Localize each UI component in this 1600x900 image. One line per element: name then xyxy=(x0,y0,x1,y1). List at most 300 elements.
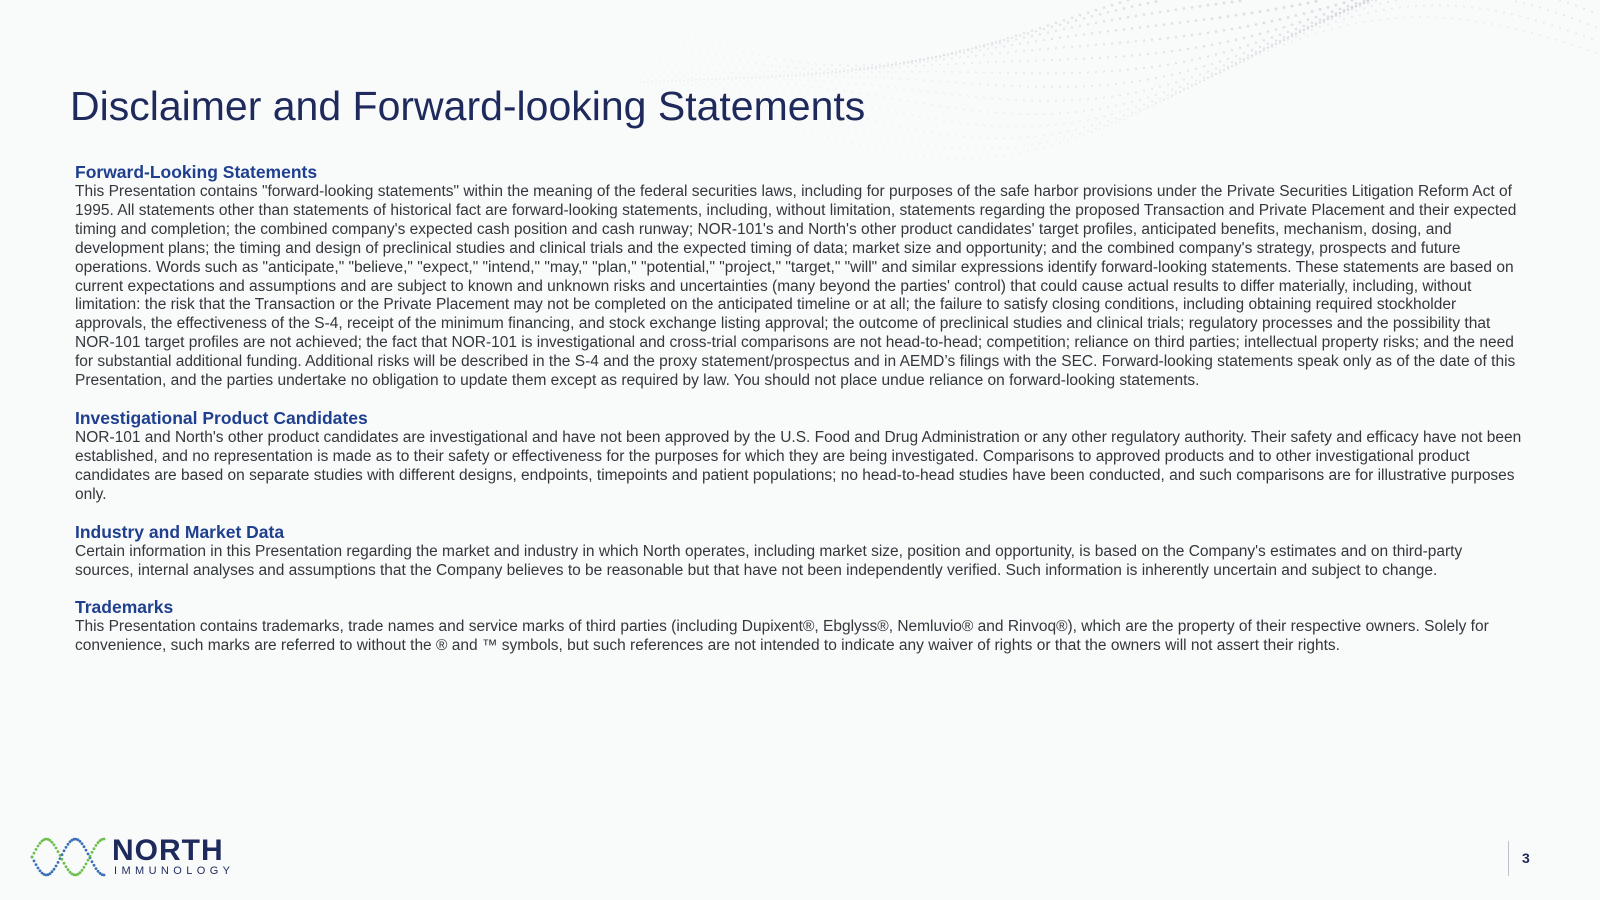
decor-dot xyxy=(1487,9,1489,11)
decor-dot xyxy=(1223,64,1225,66)
decor-dot xyxy=(803,73,805,75)
decor-dot xyxy=(891,64,893,66)
decor-dot xyxy=(951,53,953,55)
decor-dot xyxy=(1115,56,1117,58)
decor-dot xyxy=(643,58,644,59)
decor-dot xyxy=(1091,109,1093,111)
decor-dot xyxy=(963,109,965,111)
decor-dot xyxy=(879,71,881,73)
decor-dot xyxy=(1095,128,1097,130)
decor-dot xyxy=(743,50,745,52)
decor-dot xyxy=(791,60,793,62)
decor-dot xyxy=(879,66,881,68)
decor-dot xyxy=(1139,108,1141,110)
decor-dot xyxy=(955,107,957,109)
decor-dot xyxy=(1127,93,1129,95)
decor-dot xyxy=(1555,39,1557,41)
decor-dot xyxy=(1207,77,1209,79)
decor-dot xyxy=(903,88,905,90)
decor-dot xyxy=(1143,39,1145,41)
decor-dot xyxy=(939,105,941,107)
decor-dot xyxy=(1307,18,1310,21)
decor-dot xyxy=(1143,108,1145,110)
decor-dot xyxy=(1055,22,1058,25)
decor-dot xyxy=(1083,17,1086,20)
decor-dot xyxy=(807,62,809,64)
decor-dot xyxy=(827,72,829,74)
decor-dot xyxy=(1055,100,1057,102)
decor-dot xyxy=(1375,10,1377,12)
decor-dot xyxy=(1111,19,1114,22)
decor-dot xyxy=(1167,84,1169,86)
decor-dot xyxy=(915,155,916,156)
decor-dot xyxy=(1055,72,1057,74)
decor-dot xyxy=(1067,21,1070,24)
decor-dot xyxy=(1291,33,1293,35)
section-heading: Forward-Looking Statements xyxy=(75,162,318,182)
decor-dot xyxy=(1059,59,1061,61)
decor-dot xyxy=(1491,23,1493,25)
decor-dot xyxy=(971,158,973,160)
decor-dot xyxy=(1343,18,1345,20)
decor-dot xyxy=(1587,49,1589,51)
decor-dot xyxy=(1151,105,1153,107)
decor-dot xyxy=(1067,86,1069,88)
decor-dot xyxy=(1067,112,1069,114)
decor-dot xyxy=(919,59,921,61)
decor-dot xyxy=(1087,98,1089,100)
decor-dot xyxy=(1179,91,1181,93)
decor-dot xyxy=(1339,12,1341,14)
decor-dot xyxy=(987,48,989,50)
decor-dot xyxy=(1191,6,1194,9)
decor-dot xyxy=(1087,44,1089,46)
decor-dot xyxy=(1519,15,1521,17)
decor-dot xyxy=(1015,51,1017,53)
decor-dot xyxy=(947,63,949,65)
decor-dot xyxy=(943,54,945,56)
decor-dot xyxy=(1195,84,1197,86)
decor-dot xyxy=(1067,130,1069,132)
helix-dot xyxy=(95,844,98,847)
decor-dot xyxy=(1115,9,1118,12)
decor-dot xyxy=(1263,21,1266,24)
decor-dot xyxy=(843,68,845,70)
helix-dot xyxy=(91,851,94,854)
decor-dot xyxy=(1035,86,1037,88)
decor-dot xyxy=(1147,97,1149,99)
decor-dot xyxy=(959,56,961,58)
decor-dot xyxy=(1079,133,1081,135)
decor-dot xyxy=(1211,63,1213,65)
decor-dot xyxy=(863,68,865,70)
decor-dot xyxy=(1103,20,1106,23)
decor-dot xyxy=(903,62,905,64)
decor-dot xyxy=(907,66,909,68)
decor-dot xyxy=(1287,16,1290,19)
decor-dot xyxy=(1095,22,1098,25)
section-body: This Presentation contains trademarks, trade names and service marks of third parties (including Dupixent®, Ebglyss®, Nemluvio® and Rinvoq®), which are the property of their respective owners. Solely for convenience, such marks are referred to without the ® and ™ symbols, but such references are not intended to indicate any waiver of rights or that the owners will not assert their rights. xyxy=(75,618,1489,655)
decor-dot xyxy=(1275,47,1277,49)
decor-dot xyxy=(1015,72,1017,74)
decor-dot xyxy=(1199,81,1201,83)
decor-dot xyxy=(1047,72,1049,74)
decor-dot xyxy=(791,75,793,77)
decor-dot xyxy=(1327,23,1329,25)
decor-dot xyxy=(1119,1,1122,4)
section-industry-and-market-data xyxy=(75,522,1525,581)
decor-dot xyxy=(1543,22,1545,24)
decor-dot xyxy=(1235,55,1237,57)
decor-dot xyxy=(667,63,668,64)
decor-dot xyxy=(1215,30,1218,33)
decor-dot xyxy=(919,116,921,118)
decor-dot xyxy=(915,102,917,104)
decor-dot xyxy=(1291,35,1293,37)
helix-dot xyxy=(81,842,84,845)
decor-dot xyxy=(1251,49,1253,51)
decor-dot xyxy=(799,74,801,76)
decor-dot xyxy=(1203,18,1206,21)
decor-dot xyxy=(1183,61,1185,63)
decor-dot xyxy=(1595,26,1597,28)
decor-dot xyxy=(887,137,888,138)
decor-dot xyxy=(991,148,993,150)
decor-dot xyxy=(1023,50,1025,52)
decor-dot xyxy=(791,71,793,73)
decor-dot xyxy=(1091,57,1093,59)
decor-dot xyxy=(1203,76,1205,78)
decor-dot xyxy=(1023,145,1025,147)
helix-dot xyxy=(67,868,70,871)
decor-dot xyxy=(691,67,692,68)
decor-dot xyxy=(1227,68,1229,70)
helix-dot xyxy=(35,863,38,866)
decor-dot xyxy=(695,60,696,61)
decor-dot xyxy=(915,129,917,131)
decor-dot xyxy=(779,66,781,68)
decor-dot xyxy=(943,54,945,56)
decor-dot xyxy=(819,73,821,75)
decor-dot xyxy=(1135,106,1137,108)
decor-dot xyxy=(819,72,821,74)
decor-dot xyxy=(679,32,680,33)
decor-dot xyxy=(955,158,956,159)
decor-dot xyxy=(991,53,993,55)
decor-dot xyxy=(1227,66,1229,68)
decor-dot xyxy=(867,69,869,71)
decor-dot xyxy=(1315,23,1317,25)
decor-dot xyxy=(1199,5,1202,8)
decor-dot xyxy=(1087,130,1089,132)
decor-dot xyxy=(1079,25,1081,27)
decor-dot xyxy=(1323,21,1325,23)
decor-dot xyxy=(1159,65,1161,67)
decor-dot xyxy=(1243,13,1246,16)
decor-dot xyxy=(667,41,668,42)
decor-dot xyxy=(971,83,973,85)
decor-dot xyxy=(715,54,716,55)
decor-dot xyxy=(987,43,989,45)
decor-dot xyxy=(999,72,1001,74)
decor-dot xyxy=(955,53,957,55)
decor-dot xyxy=(1099,108,1101,110)
decor-dot xyxy=(1035,113,1037,115)
decor-dot xyxy=(1019,137,1021,139)
decor-dot xyxy=(879,63,881,65)
decor-dot xyxy=(1211,73,1213,75)
decor-dot xyxy=(1127,16,1130,19)
decor-dot xyxy=(935,59,937,61)
decor-dot xyxy=(883,68,885,70)
section-forward-looking-statements xyxy=(75,162,1525,391)
decor-dot xyxy=(695,74,696,75)
decor-dot xyxy=(995,156,997,158)
decor-dot xyxy=(859,68,861,70)
decor-dot xyxy=(1139,3,1142,6)
decor-dot xyxy=(1311,21,1314,24)
decor-dot xyxy=(1171,95,1173,97)
decor-dot xyxy=(1083,58,1085,60)
decor-dot xyxy=(1347,8,1350,11)
decor-dot xyxy=(1287,31,1290,34)
decor-dot xyxy=(1387,18,1389,20)
decor-dot xyxy=(1039,33,1041,35)
decor-dot xyxy=(1219,16,1222,19)
decor-dot xyxy=(1415,5,1417,7)
decor-dot xyxy=(1195,83,1197,85)
decor-dot xyxy=(1575,5,1577,7)
decor-dot xyxy=(727,66,728,67)
decor-dot xyxy=(823,71,825,73)
decor-dot xyxy=(919,90,921,92)
decor-dot xyxy=(911,71,913,73)
decor-dot xyxy=(843,70,845,72)
decor-dot xyxy=(855,69,857,71)
decor-dot xyxy=(1255,54,1257,56)
decor-dot xyxy=(1047,31,1049,33)
decor-dot xyxy=(1363,1,1366,4)
decor-dot xyxy=(935,145,937,147)
decor-dot xyxy=(1187,48,1189,50)
decor-dot xyxy=(1283,39,1285,41)
decor-dot xyxy=(1203,65,1205,67)
decor-dot xyxy=(855,69,857,71)
decor-dot xyxy=(1031,144,1033,146)
decor-dot xyxy=(799,75,801,77)
decor-dot xyxy=(1147,105,1149,107)
decor-dot xyxy=(887,110,889,112)
decor-dot xyxy=(743,68,745,70)
decor-dot xyxy=(1267,47,1269,49)
decor-dot xyxy=(1355,5,1358,8)
decor-dot xyxy=(1007,40,1009,42)
decor-dot xyxy=(1515,1,1517,3)
decor-dot xyxy=(1271,36,1274,39)
decor-dot xyxy=(1327,15,1330,18)
decor-dot xyxy=(1127,115,1129,117)
decor-dot xyxy=(1195,19,1198,22)
decor-dot xyxy=(1039,48,1041,50)
decor-dot xyxy=(963,136,965,138)
decor-dot xyxy=(703,39,704,40)
decor-dot xyxy=(979,157,981,159)
decor-dot xyxy=(1267,43,1269,45)
decor-dot xyxy=(979,62,981,64)
decor-dot xyxy=(919,59,921,61)
decor-dot xyxy=(811,73,813,75)
helix-dot xyxy=(37,845,40,848)
decor-dot xyxy=(871,64,873,66)
decor-dot xyxy=(815,71,817,73)
helix-dot xyxy=(83,845,86,848)
decor-dot xyxy=(1143,67,1145,69)
helix-dot xyxy=(87,859,90,862)
decor-dot xyxy=(903,71,905,73)
decor-dot xyxy=(695,37,696,38)
decor-dot xyxy=(963,158,964,159)
decor-dot xyxy=(651,36,652,37)
decor-dot xyxy=(947,55,949,57)
decor-dot xyxy=(899,62,901,64)
decor-dot xyxy=(1119,94,1121,96)
decor-dot xyxy=(1095,97,1097,99)
helix-dot xyxy=(93,847,96,850)
decor-dot xyxy=(1439,4,1441,6)
decor-dot xyxy=(1251,54,1253,56)
decor-dot xyxy=(1099,31,1101,33)
decor-dot xyxy=(1315,0,1318,3)
decor-dot xyxy=(871,67,873,69)
helix-dot xyxy=(37,867,40,870)
decor-dot xyxy=(735,76,736,77)
decor-dot xyxy=(1323,30,1325,32)
decor-dot xyxy=(995,61,997,63)
decor-dot xyxy=(643,34,644,35)
decor-dot xyxy=(1371,20,1373,22)
north-immunology-logo xyxy=(30,832,234,882)
decor-dot xyxy=(911,89,913,91)
decor-dot xyxy=(1247,54,1249,56)
decor-dot xyxy=(951,147,953,149)
decor-dot xyxy=(863,68,865,70)
decor-dot xyxy=(1043,147,1045,149)
decor-dot xyxy=(1255,53,1257,55)
decor-dot xyxy=(1135,40,1137,42)
decor-dot xyxy=(1003,112,1005,114)
decor-dot xyxy=(663,70,664,71)
decor-dot xyxy=(1327,18,1329,20)
decor-dot xyxy=(851,70,853,72)
decor-dot xyxy=(1059,86,1061,88)
decor-dot xyxy=(859,67,861,69)
decor-dot xyxy=(1511,13,1513,15)
decor-dot xyxy=(947,81,949,83)
decor-dot xyxy=(1179,21,1182,24)
decor-dot xyxy=(1103,115,1105,117)
decor-dot xyxy=(1271,44,1273,46)
decor-dot xyxy=(1007,99,1009,101)
decor-dot xyxy=(1587,23,1589,25)
decor-dot xyxy=(787,75,789,77)
helix-dot xyxy=(31,856,34,859)
decor-dot xyxy=(1235,63,1237,65)
decor-dot xyxy=(1071,26,1073,28)
decor-dot xyxy=(1075,111,1077,113)
decor-dot xyxy=(1071,72,1073,74)
decor-dot xyxy=(1059,37,1061,39)
decor-dot xyxy=(951,52,953,54)
decor-dot xyxy=(951,93,953,95)
decor-dot xyxy=(839,71,841,73)
decor-dot xyxy=(923,130,925,132)
decor-dot xyxy=(891,64,893,66)
decor-dot xyxy=(975,71,977,73)
decor-dot xyxy=(1039,143,1041,145)
decor-dot xyxy=(1303,32,1305,34)
decor-dot xyxy=(1387,1,1389,3)
decor-dot xyxy=(771,65,773,67)
decor-dot xyxy=(1135,15,1138,18)
decor-dot xyxy=(1087,11,1090,14)
decor-dot xyxy=(1187,83,1189,85)
decor-dot xyxy=(1139,26,1142,29)
decor-dot xyxy=(1311,10,1314,13)
helix-dot xyxy=(61,853,64,856)
decor-dot xyxy=(1107,30,1109,32)
decor-dot xyxy=(1035,60,1037,62)
decor-dot xyxy=(1119,111,1121,113)
decor-dot xyxy=(1343,9,1346,12)
decor-dot xyxy=(1231,61,1233,63)
decor-dot xyxy=(1187,88,1189,90)
decor-dot xyxy=(1375,0,1377,2)
decor-dot xyxy=(1323,19,1326,22)
decor-dot xyxy=(1143,90,1145,92)
decor-dot xyxy=(1279,40,1281,42)
decor-dot xyxy=(1087,119,1089,121)
decor-dot xyxy=(1027,60,1029,62)
decor-dot xyxy=(983,71,985,73)
decor-dot xyxy=(1455,5,1457,7)
decor-dot xyxy=(1003,39,1005,41)
decor-dot xyxy=(1319,22,1321,24)
decor-dot xyxy=(1199,80,1201,82)
decor-dot xyxy=(1131,112,1133,114)
decor-dot xyxy=(939,56,941,58)
decor-dot xyxy=(1235,64,1237,66)
decor-dot xyxy=(1163,98,1165,100)
decor-dot xyxy=(1403,17,1405,19)
decor-dot xyxy=(1451,18,1453,20)
decor-dot xyxy=(675,65,676,66)
decor-dot xyxy=(803,68,805,70)
decor-dot xyxy=(1383,9,1385,11)
decor-dot xyxy=(1027,32,1029,34)
decor-dot xyxy=(875,148,876,149)
decor-dot xyxy=(1115,117,1117,119)
decor-dot xyxy=(827,68,829,70)
page-number: 3 xyxy=(1522,850,1530,866)
decor-dot xyxy=(1031,126,1033,128)
decor-dot xyxy=(659,39,660,40)
decor-dot xyxy=(1363,2,1365,4)
decor-dot xyxy=(1231,1,1234,4)
decor-dot xyxy=(951,71,953,73)
decor-dot xyxy=(1083,134,1085,136)
decor-dot xyxy=(1303,29,1305,31)
decor-dot xyxy=(1099,84,1101,86)
